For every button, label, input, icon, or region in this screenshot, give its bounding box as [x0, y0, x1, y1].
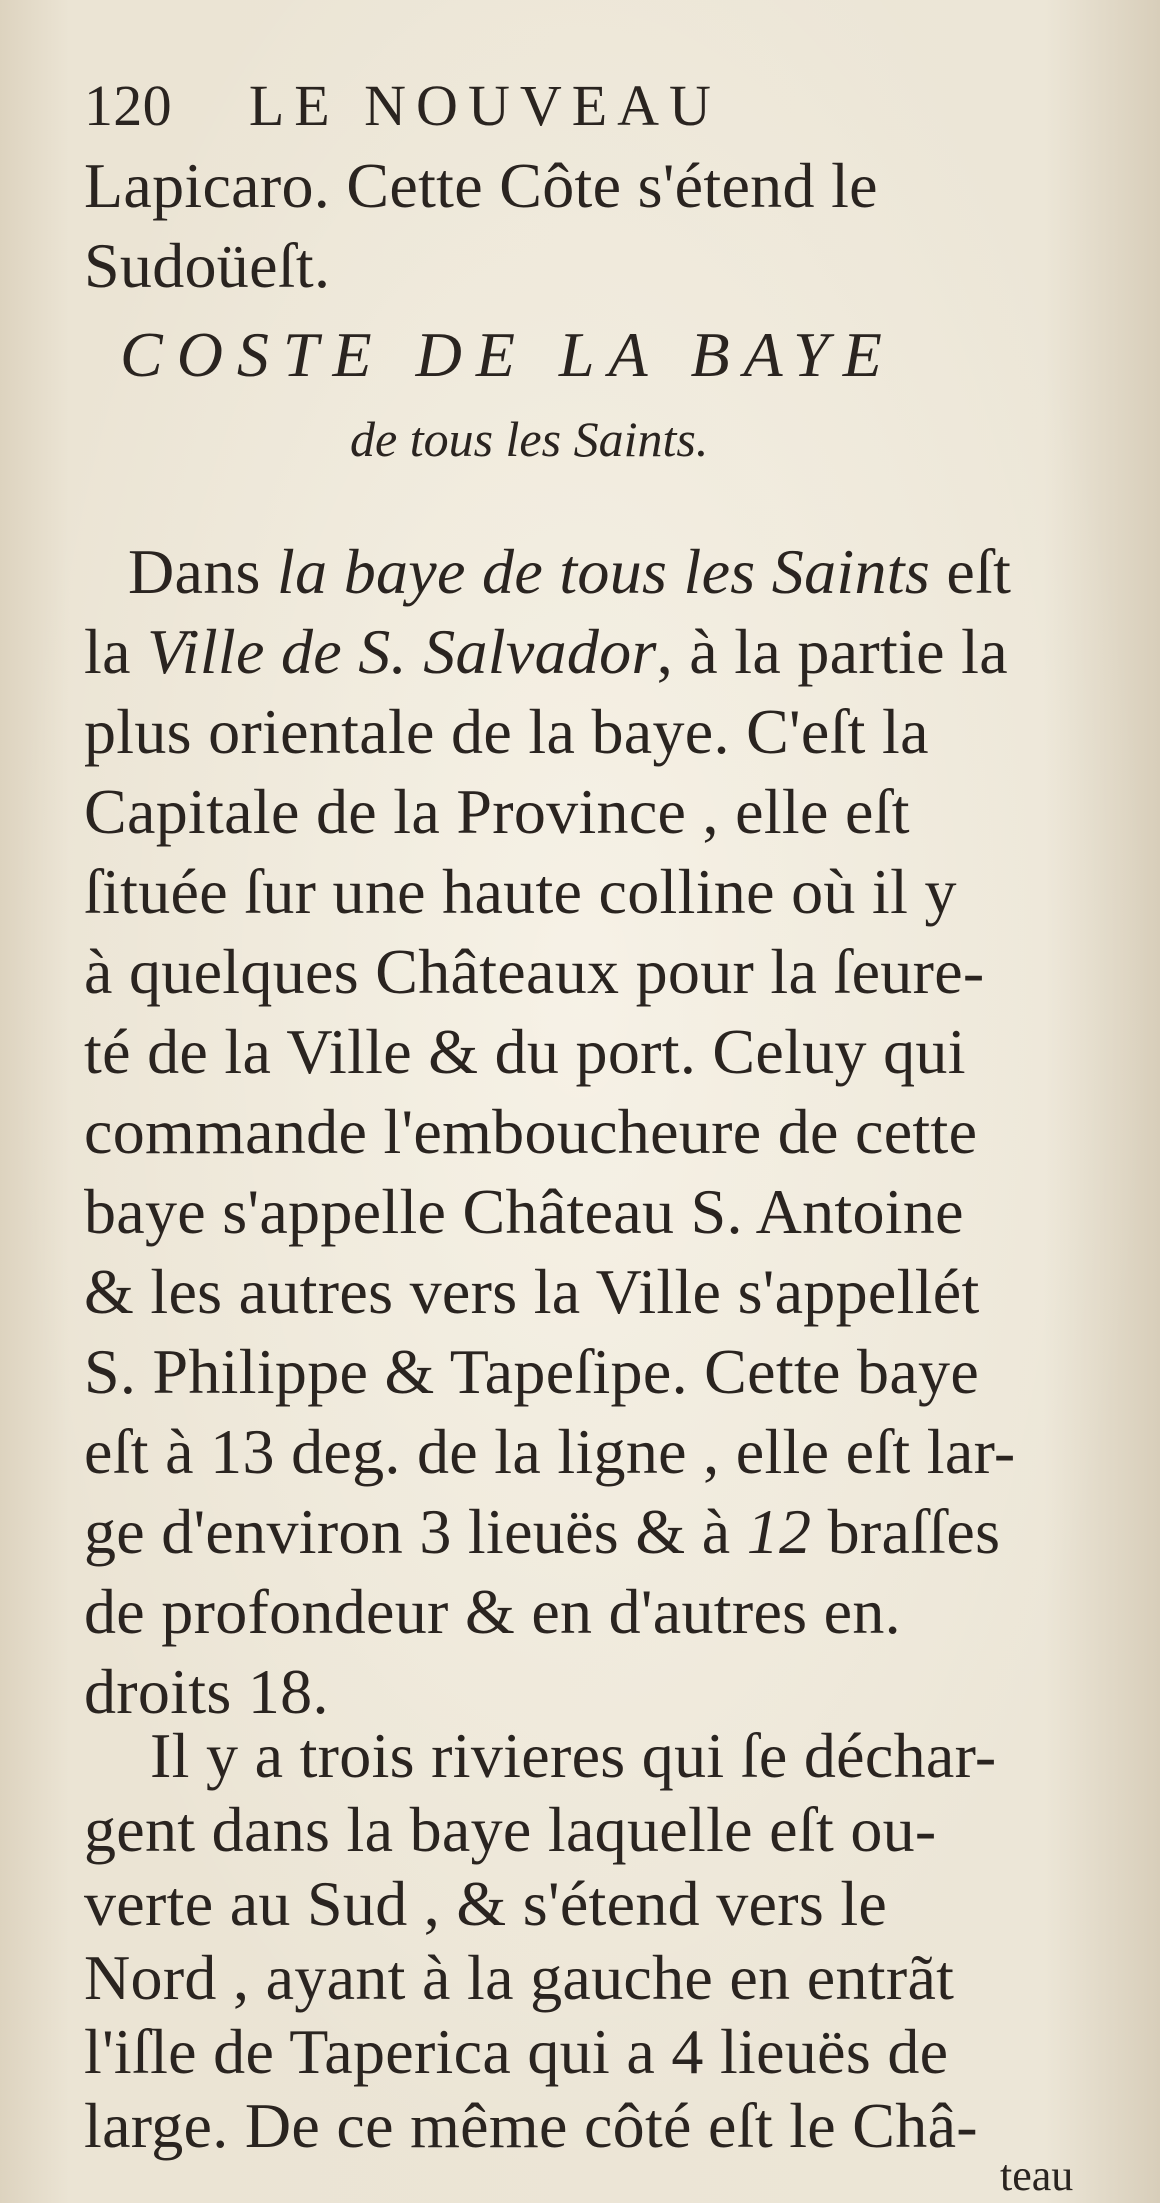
section-title: COSTE DE LA BAYE [120, 319, 896, 390]
text-line [84, 608, 1134, 696]
text-span: Dans [128, 536, 278, 607]
text-line: plus orientale de la baye. C'eſt la [84, 696, 929, 767]
text-line: Nord , ayant à la gauche en entrãt [84, 1942, 955, 2013]
catchword: teau [1000, 2151, 1074, 2200]
text-span: ge d'environ 3 lieuës & à [84, 1496, 747, 1567]
running-header [84, 62, 1134, 150]
text-span: braſſes [811, 1496, 1001, 1567]
text-line: té de la Ville & du port. Celuy qui [84, 1016, 966, 1087]
page-number: 120 [84, 73, 172, 138]
text-line: verte au Sud , & s'étend vers le [84, 1868, 888, 1939]
italic-span: 12 [746, 1496, 812, 1567]
text-line: Capitale de la Province , elle eſt [84, 776, 910, 847]
text-span: , à la partie la [656, 616, 1008, 687]
section-subtitle: de tous les Saints. [350, 411, 709, 467]
text-line: à quelques Châteaux pour la ſeure- [84, 936, 985, 1007]
text-line: baye s'appelle Château S. Antoine [84, 1176, 964, 1247]
text-line: large. De ce même côté eſt le Châ- [84, 2090, 978, 2161]
text-line: ſituée ſur une haute colline où il y [84, 856, 957, 927]
text-line: Sudoüeſt. [84, 230, 331, 301]
text-line [128, 528, 1160, 616]
text-span: la [84, 616, 148, 687]
text-line: Lapicaro. Cette Côte s'étend le [84, 150, 878, 221]
text-line: & les autres vers la Ville s'appellét [84, 1256, 980, 1327]
text-line: S. Philippe & Tapeſipe. Cette baye [84, 1336, 980, 1407]
text-line: l'iſle de Taperica qui a 4 lieuës de [84, 2016, 949, 2087]
text-line: Il y a trois rivieres qui ſe déchar- [150, 1720, 997, 1791]
text-line: eſt à 13 deg. de la ligne , elle eſt lar- [84, 1416, 1016, 1487]
text-span: eſt [930, 536, 1012, 607]
text-line: de profondeur & en d'autres en. [84, 1576, 901, 1647]
italic-span: la baye de tous les Saints [277, 536, 931, 607]
text-line: commande l'emboucheure de cette [84, 1096, 978, 1167]
text-line: gent dans la baye laquelle eſt ou- [84, 1794, 937, 1865]
text-line [84, 1488, 1134, 1576]
italic-span: Ville de S. Salvador [147, 616, 657, 687]
text-line: droits 18. [84, 1656, 329, 1727]
running-title: LE NOUVEAU [248, 73, 721, 138]
